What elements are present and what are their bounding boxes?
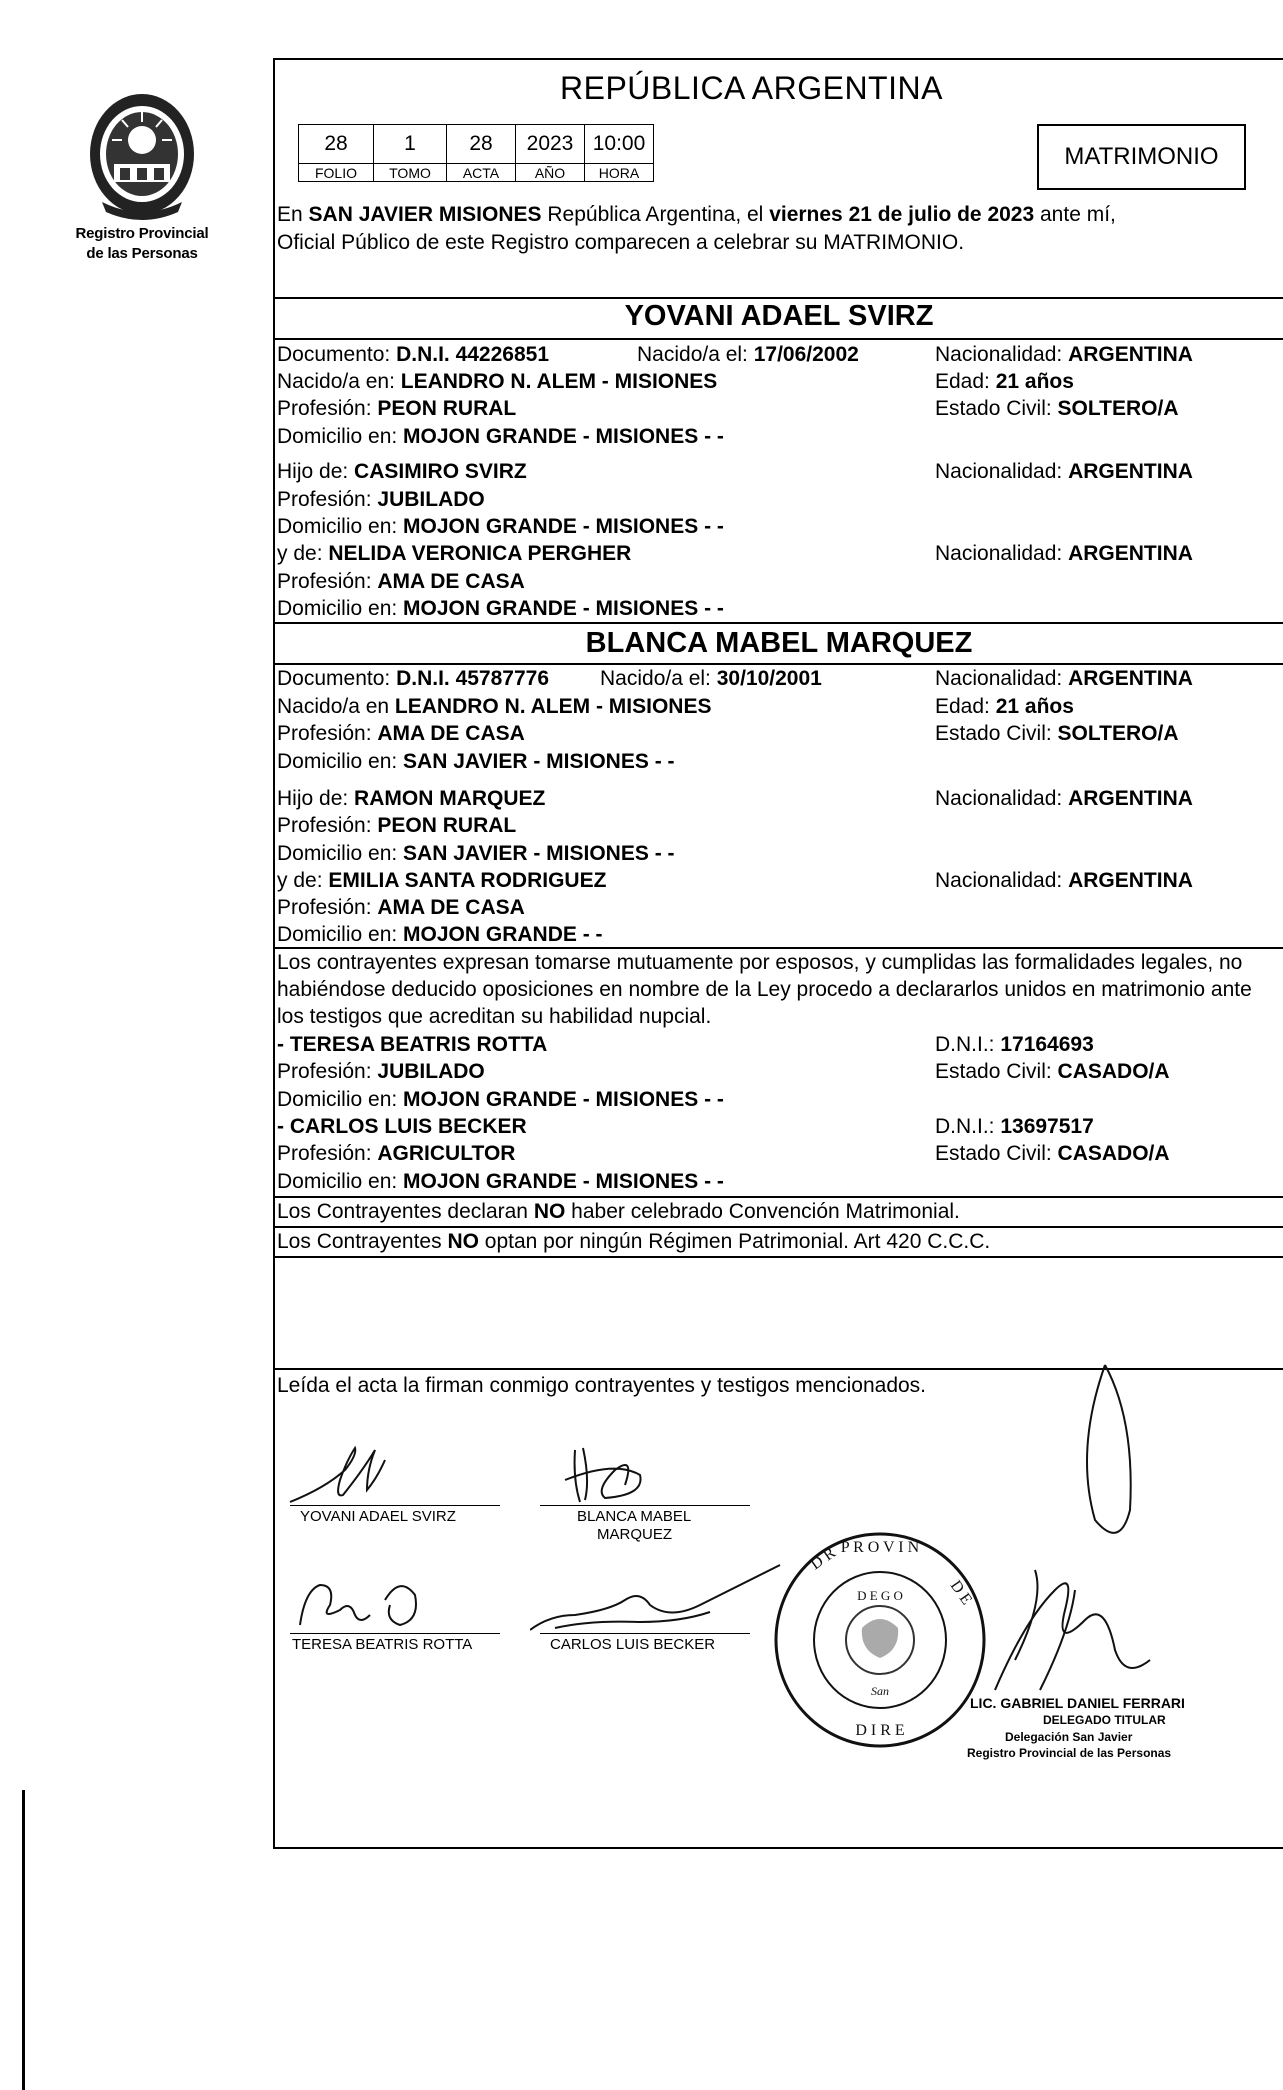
field-value: PEON RURAL [377, 397, 517, 420]
field-value: CASADO/A [1057, 1060, 1170, 1083]
witness-1-name: - TERESA BEATRIS ROTTA [277, 1033, 548, 1056]
field-value: 17/06/2002 [753, 343, 859, 366]
field-value: SAN JAVIER - MISIONES - - [403, 842, 675, 865]
field-value: MOJON GRANDE - MISIONES - - [403, 597, 724, 620]
groom-domicile [277, 424, 724, 450]
witness-1-dni [935, 1032, 1094, 1058]
tomo-value: 1 [374, 125, 447, 164]
note-emphasis: NO [447, 1230, 479, 1253]
logo-label-2: de las Personas [86, 245, 198, 262]
field-value: ARGENTINA [1068, 460, 1193, 483]
intro-date: viernes 21 de julio de 2023 [769, 203, 1035, 226]
official-office: Delegación San Javier [1005, 1730, 1133, 1744]
groom-mother [277, 541, 631, 567]
field-value: LEANDRO N. ALEM - MISIONES [400, 370, 718, 393]
svg-text:D E: D E [946, 1577, 976, 1609]
field-value: ARGENTINA [1068, 343, 1193, 366]
field-label: Documento: [277, 343, 397, 366]
groom-father-profession [277, 487, 485, 513]
field-value: LEANDRO N. ALEM - MISIONES [394, 695, 712, 718]
field-label: Nacido/a en [277, 695, 395, 718]
bride-age [935, 694, 1074, 720]
svg-text:P R O V I N: P R O V I N [840, 1539, 920, 1556]
field-value: CASIMIRO SVIRZ [354, 460, 527, 483]
groom-father-nationality [935, 459, 1193, 485]
bride-mother-domicile [277, 922, 603, 948]
witness-2-name: - CARLOS LUIS BECKER [277, 1115, 527, 1138]
declaration-line-1: Los contrayentes expresan tomarse mutuamente por esposos, y cumplidas las formalidades legales, no [277, 951, 1243, 974]
note-text: Los Contrayentes [277, 1230, 448, 1253]
hora-label: HORA [585, 164, 654, 182]
field-value: MOJON GRANDE - MISIONES - - [403, 425, 724, 448]
bride-civil-status [935, 721, 1179, 747]
bride-mother [277, 868, 606, 894]
bride-mother-nationality [935, 868, 1193, 894]
official-name: LIC. GABRIEL DANIEL FERRARI [970, 1695, 1185, 1711]
groom-mother-nationality [935, 541, 1193, 567]
divider [275, 947, 1283, 949]
signature-official [955, 1360, 1185, 1720]
field-label: Domicilio en: [277, 1088, 404, 1111]
field-label: Nacido/a el: [637, 343, 754, 366]
signature-line [540, 1633, 750, 1634]
acta-value: 28 [447, 125, 516, 164]
signature-teresa [290, 1570, 440, 1632]
field-label: Domicilio en: [277, 923, 404, 946]
intro-line-1 [277, 202, 1116, 228]
field-value: SAN JAVIER - MISIONES - - [403, 750, 675, 773]
declaration-line-3: los testigos que acreditan su habilidad nupcial. [277, 1005, 712, 1028]
field-label: Documento: [277, 667, 397, 690]
anio-label: AÑO [516, 164, 585, 182]
field-value: AMA DE CASA [377, 570, 525, 593]
page-title: REPÚBLICA ARGENTINA [560, 70, 943, 106]
field-label: Nacionalidad: [935, 542, 1069, 565]
groom-civil-status [935, 396, 1179, 422]
note-text: optan por ningún Régimen Patrimonial. Art 420 C.C.C. [478, 1230, 991, 1253]
official-title: DELEGADO TITULAR [1043, 1713, 1166, 1727]
field-value: ARGENTINA [1068, 787, 1193, 810]
field-label: Domicilio en: [277, 1170, 404, 1193]
field-label: Estado Civil: [935, 1060, 1058, 1083]
divider [275, 1256, 1283, 1258]
witness-1-profession [277, 1059, 485, 1085]
bride-father-nationality [935, 786, 1193, 812]
field-value: MOJON GRANDE - MISIONES - - [403, 1170, 724, 1193]
intro-place: SAN JAVIER MISIONES [308, 203, 542, 226]
field-label: Profesión: [277, 570, 378, 593]
field-label: Hijo de: [277, 460, 355, 483]
groom-nationality [935, 342, 1193, 368]
groom-mother-domicile [277, 596, 724, 622]
bride-birthdate [600, 666, 822, 692]
field-label: D.N.I.: [935, 1033, 1001, 1056]
field-label: Domicilio en: [277, 842, 404, 865]
witness-1-civil-status [935, 1059, 1170, 1085]
field-value: 21 años [995, 370, 1074, 393]
groom-father [277, 459, 527, 485]
divider [275, 663, 1283, 665]
field-label: y de: [277, 869, 329, 892]
field-value: MOJON GRANDE - - [403, 923, 603, 946]
groom-birthplace [277, 369, 717, 395]
folio-value: 28 [299, 125, 374, 164]
field-value: MOJON GRANDE - MISIONES - - [403, 515, 724, 538]
divider [275, 338, 1283, 340]
note-convention [277, 1199, 960, 1225]
field-label: Domicilio en: [277, 425, 404, 448]
field-value: JUBILADO [377, 1060, 485, 1083]
bride-father-domicile [277, 841, 675, 867]
field-value: D.N.I. 45787776 [396, 667, 549, 690]
field-label: Edad: [935, 695, 996, 718]
field-value: EMILIA SANTA RODRIGUEZ [328, 869, 607, 892]
groom-document [277, 342, 549, 368]
divider [275, 1226, 1283, 1228]
witness-2-profession [277, 1141, 515, 1167]
field-value: 13697517 [1000, 1115, 1094, 1138]
field-value: AMA DE CASA [377, 722, 525, 745]
signer-teresa-name: TERESA BEATRIS ROTTA [292, 1636, 473, 1653]
groom-profession [277, 396, 516, 422]
field-value: JUBILADO [377, 488, 485, 511]
field-label: Edad: [935, 370, 996, 393]
signer-yovani-name: YOVANI ADAEL SVIRZ [300, 1508, 456, 1525]
field-label: Estado Civil: [935, 397, 1058, 420]
field-label: Nacionalidad: [935, 667, 1069, 690]
signer-carlos-name: CARLOS LUIS BECKER [550, 1636, 716, 1653]
field-value: SOLTERO/A [1057, 722, 1179, 745]
field-label: Domicilio en: [277, 515, 404, 538]
signature-line [540, 1505, 750, 1506]
field-label: D.N.I.: [935, 1115, 1001, 1138]
bride-profession [277, 721, 525, 747]
field-label: Estado Civil: [935, 722, 1058, 745]
closing-text: Leída el acta la firman conmigo contrayentes y testigos mencionados. [277, 1374, 927, 1397]
bride-father-profession [277, 813, 516, 839]
field-label: Hijo de: [277, 787, 355, 810]
misiones-emblem-icon [82, 82, 202, 222]
field-value: 21 años [995, 695, 1074, 718]
groom-father-domicile [277, 514, 724, 540]
signer-blanca-name-1: BLANCA MABEL [577, 1508, 692, 1525]
acta-label: ACTA [447, 164, 516, 182]
field-label: Profesión: [277, 814, 378, 837]
groom-age [935, 369, 1074, 395]
bride-birthplace [277, 694, 711, 720]
field-value: NELIDA VERONICA PERGHER [328, 542, 632, 565]
field-label: Profesión: [277, 397, 378, 420]
groom-birthdate [637, 342, 859, 368]
note-text: Los Contrayentes declaran [277, 1200, 534, 1223]
intro-text: República Argentina, el [541, 203, 770, 226]
folio-label: FOLIO [299, 164, 374, 182]
bride-mother-profession [277, 895, 525, 921]
field-value: 30/10/2001 [716, 667, 822, 690]
field-value: PEON RURAL [377, 814, 517, 837]
field-value: AGRICULTOR [377, 1142, 516, 1165]
field-label: Domicilio en: [277, 597, 404, 620]
field-value: ARGENTINA [1068, 869, 1193, 892]
official-registry: Registro Provincial de las Personas [967, 1746, 1172, 1760]
groom-name: YOVANI ADAEL SVIRZ [624, 300, 934, 332]
signature-line [290, 1505, 500, 1506]
field-label: Nacionalidad: [935, 787, 1069, 810]
field-label: Estado Civil: [935, 1142, 1058, 1165]
act-type-box: MATRIMONIO [1037, 124, 1246, 190]
field-label: Profesión: [277, 722, 378, 745]
page-edge-mark [22, 1790, 25, 2090]
field-value: D.N.I. 44226851 [396, 343, 549, 366]
divider [275, 622, 1283, 624]
declaration-line-2: habiéndose deducido oposiciones en nombre de la Ley procedo a declararlos unidos en matrimonio ante [277, 978, 1252, 1001]
field-label: Nacionalidad: [935, 460, 1069, 483]
intro-text: En [277, 203, 309, 226]
bride-domicile [277, 749, 675, 775]
witness-2-domicile [277, 1169, 724, 1195]
note-emphasis: NO [533, 1200, 566, 1223]
intro-line-2: Oficial Público de este Registro comparecen a celebrar su MATRIMONIO. [277, 231, 965, 254]
field-value: AMA DE CASA [377, 896, 525, 919]
field-value: ARGENTINA [1068, 542, 1193, 565]
note-text: haber celebrado Convención Matrimonial. [565, 1200, 960, 1223]
groom-mother-profession [277, 569, 525, 595]
witness-2-dni [935, 1114, 1094, 1140]
field-label: Nacionalidad: [935, 343, 1069, 366]
divider [275, 297, 1283, 299]
field-label: Nacido/a en: [277, 370, 401, 393]
field-label: Nacionalidad: [935, 869, 1069, 892]
field-label: Profesión: [277, 488, 378, 511]
signer-blanca-name-2: MARQUEZ [597, 1526, 672, 1543]
field-label: Profesión: [277, 896, 378, 919]
field-value: CASADO/A [1057, 1142, 1170, 1165]
svg-text:D E G O: D E G O [857, 1588, 903, 1603]
svg-text:San: San [871, 1684, 889, 1698]
field-label: y de: [277, 542, 329, 565]
signature-carlos [530, 1560, 790, 1640]
field-value: SOLTERO/A [1057, 397, 1179, 420]
witness-2-civil-status [935, 1141, 1170, 1167]
divider [275, 1196, 1283, 1198]
intro-text: ante mí, [1034, 203, 1116, 226]
bride-document [277, 666, 549, 692]
logo-label-1: Registro Provincial [75, 225, 209, 242]
record-number-table [298, 124, 654, 182]
field-value: RAMON MARQUEZ [354, 787, 546, 810]
bride-nationality [935, 666, 1193, 692]
field-value: 17164693 [1000, 1033, 1094, 1056]
field-value: ARGENTINA [1068, 667, 1193, 690]
field-label: Profesión: [277, 1142, 378, 1165]
registry-logo [62, 82, 222, 272]
anio-value: 2023 [516, 125, 585, 164]
signature-yovani [285, 1440, 415, 1510]
field-label: Profesión: [277, 1060, 378, 1083]
note-regime [277, 1229, 990, 1255]
svg-text:D I R E: D I R E [855, 1722, 905, 1739]
field-value: MOJON GRANDE - MISIONES - - [403, 1088, 724, 1111]
field-label: Nacido/a el: [600, 667, 717, 690]
bride-name: BLANCA MABEL MARQUEZ [585, 627, 973, 659]
field-label: Domicilio en: [277, 750, 404, 773]
witness-1-domicile [277, 1087, 724, 1113]
svg-text:D R: D R [807, 1544, 839, 1574]
tomo-label: TOMO [374, 164, 447, 182]
signature-blanca [555, 1440, 665, 1510]
signature-line [290, 1633, 500, 1634]
bride-father [277, 786, 545, 812]
hora-value: 10:00 [585, 125, 654, 164]
